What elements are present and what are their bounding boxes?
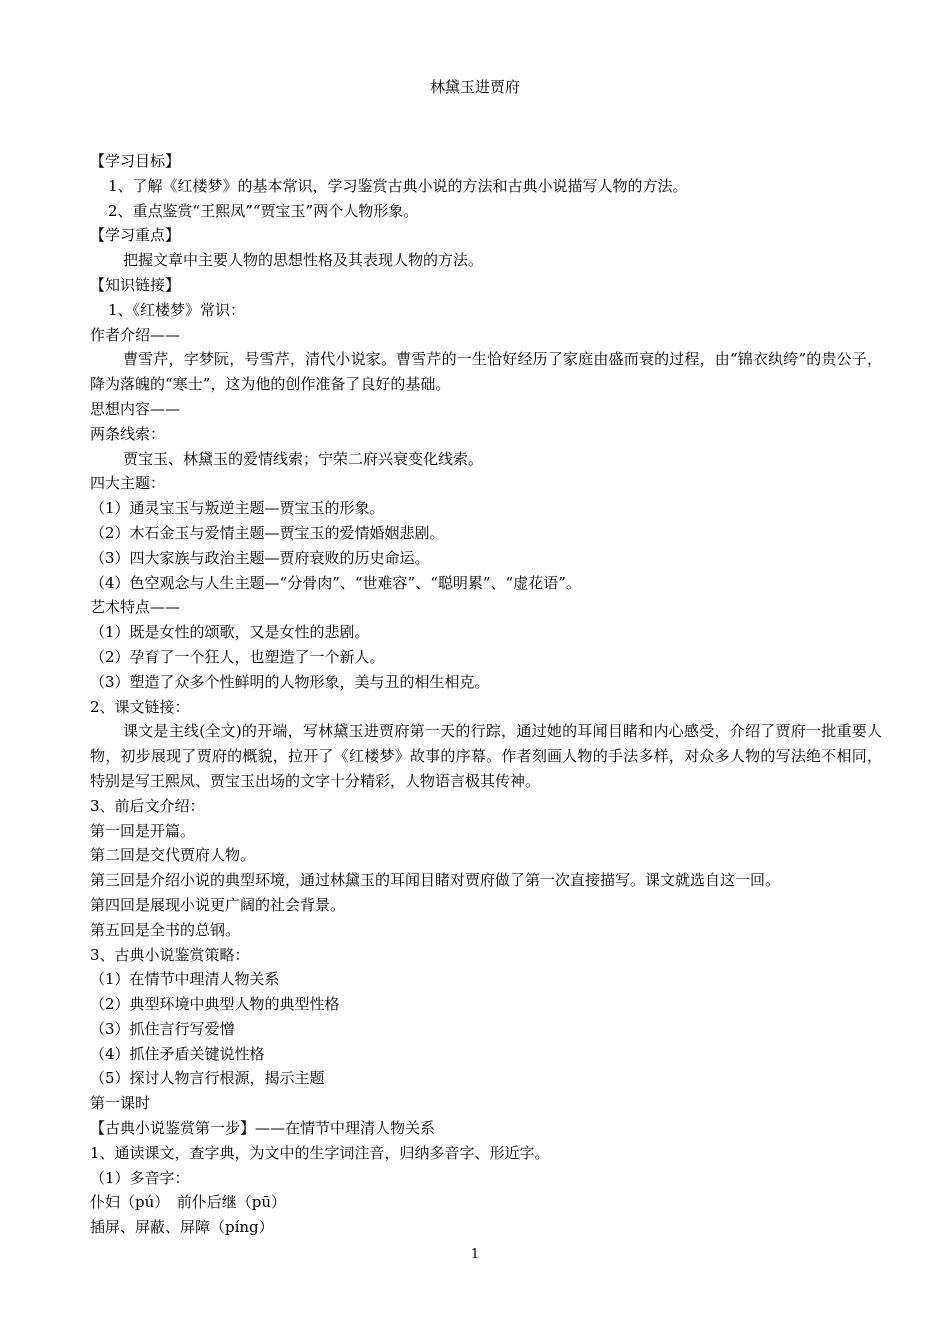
chapter-item-5: 第五回是全书的总钢。 [90,920,241,939]
strategy-item-3: （3）抓住言行写爱憎 [90,1019,235,1038]
two-threads-text: 贾宝玉、林黛玉的爱情线索；宁荣二府兴衰变化线索。 [123,449,484,468]
label-author-intro: 作者介绍—— [90,325,181,344]
goal-item-1: 1、了解《红楼梦》的基本常识，学习鉴赏古典小说的方法和古典小说描写人物的方法。 [108,176,688,195]
paragraph-text-link: 课文是主线(全文)的开端，写林黛玉进贾府第一天的行踪，通过她的耳闻目睹和内心感受，介绍了贾府一批重要人物，初步展现了贾府的概貌，拉开了《红楼梦》故事的序幕。作者刻画人物的手法多样，对众多人物的写法绝不相同，特别是写王熙凤、贾宝玉出场的文字十分精彩，人物语言极其传神。 [90,722,882,790]
art-feature-item-1: （1）既是女性的颂歌，又是女性的悲剧。 [90,623,370,642]
section-heading-key-points: 【学习重点】 [90,226,181,245]
subheading-hongloumeng-facts: 1、《红楼梦》常识： [108,300,246,319]
strategy-item-1: （1）在情节中理清人物关系 [90,970,280,989]
label-art-features: 艺术特点—— [90,598,181,617]
section-heading-knowledge-link: 【知识链接】 [90,275,181,294]
chapter-item-4: 第四回是展现小说更广阔的社会背景。 [90,895,346,914]
key-point-text: 把握文章中主要人物的思想性格及其表现人物的方法。 [123,251,484,270]
subheading-context: 3、前后文介绍： [90,796,205,815]
document-title: 林黛玉进贾府 [429,78,520,96]
label-two-threads: 两条线索： [90,424,166,443]
lesson-label: 第一课时 [90,1094,151,1113]
goal-item-2: 2、重点鉴赏“王熙凤”“贾宝玉”两个人物形象。 [108,201,419,220]
theme-item-3: （3）四大家族与政治主题—贾府衰败的历史命运。 [90,548,430,567]
document-body [90,149,882,1240]
section-heading-learning-goals: 【学习目标】 [90,152,181,170]
subheading-strategy: 3、古典小说鉴赏策略： [90,945,250,964]
strategy-item-5: （5）探讨人物言行根源，揭示主题 [90,1069,325,1088]
polyphone-example-2: 插屏、屏蔽、屏障（píng） [90,1218,274,1237]
strategy-item-4: （4）抓住矛盾关键说性格 [90,1044,265,1063]
theme-item-1: （1）通灵宝玉与叛逆主题—贾宝玉的形象。 [90,499,385,518]
polyphone-example-1: 仆妇（pú） 前仆后继（pū） [90,1193,287,1212]
art-feature-item-2: （2）孕育了一个狂人，也塑造了一个新人。 [90,647,385,666]
label-content: 思想内容—— [90,399,181,418]
section-heading-step-one: 【古典小说鉴赏第一步】——在情节中理清人物关系 [90,1119,436,1138]
theme-item-4: （4）色空观念与人生主题—“分骨肉”、“世难容”、“聪明累”、“虚花语”。 [90,573,581,592]
theme-item-2: （2）木石金玉与爱情主题—贾宝玉的爱情婚姻悲剧。 [90,523,445,542]
paragraph-author-intro: 曹雪芹，字梦阮，号雪芹，清代小说家。曹雪芹的一生恰好经历了家庭由盛而衰的过程，由“锦衣纨绔”的贵公子，降为落魄的“寒士”，这为他的创作准备了良好的基础。 [90,350,882,394]
chapter-item-2: 第二回是交代贾府人物。 [90,846,256,865]
chapter-item-1: 第一回是开篇。 [90,821,196,840]
chapter-item-3: 第三回是介绍小说的典型环境，通过林黛玉的耳闻目睹对贾府做了第一次直接描写。课文就选自这一回。 [90,871,781,890]
exercise-1: 1、通读课文，查字典，为文中的生字词注音，归纳多音字、形近字。 [90,1143,550,1162]
subheading-text-link: 2、课文链接： [90,697,190,716]
strategy-item-2: （2）典型环境中典型人物的典型性格 [90,995,340,1014]
art-feature-item-3: （3）塑造了众多个性鲜明的人物形象，美与丑的相生相克。 [90,672,490,691]
label-four-themes: 四大主题： [90,474,166,493]
page-number: 1 [470,1247,480,1262]
exercise-1-polyphone-label: （1）多音字： [90,1168,190,1187]
